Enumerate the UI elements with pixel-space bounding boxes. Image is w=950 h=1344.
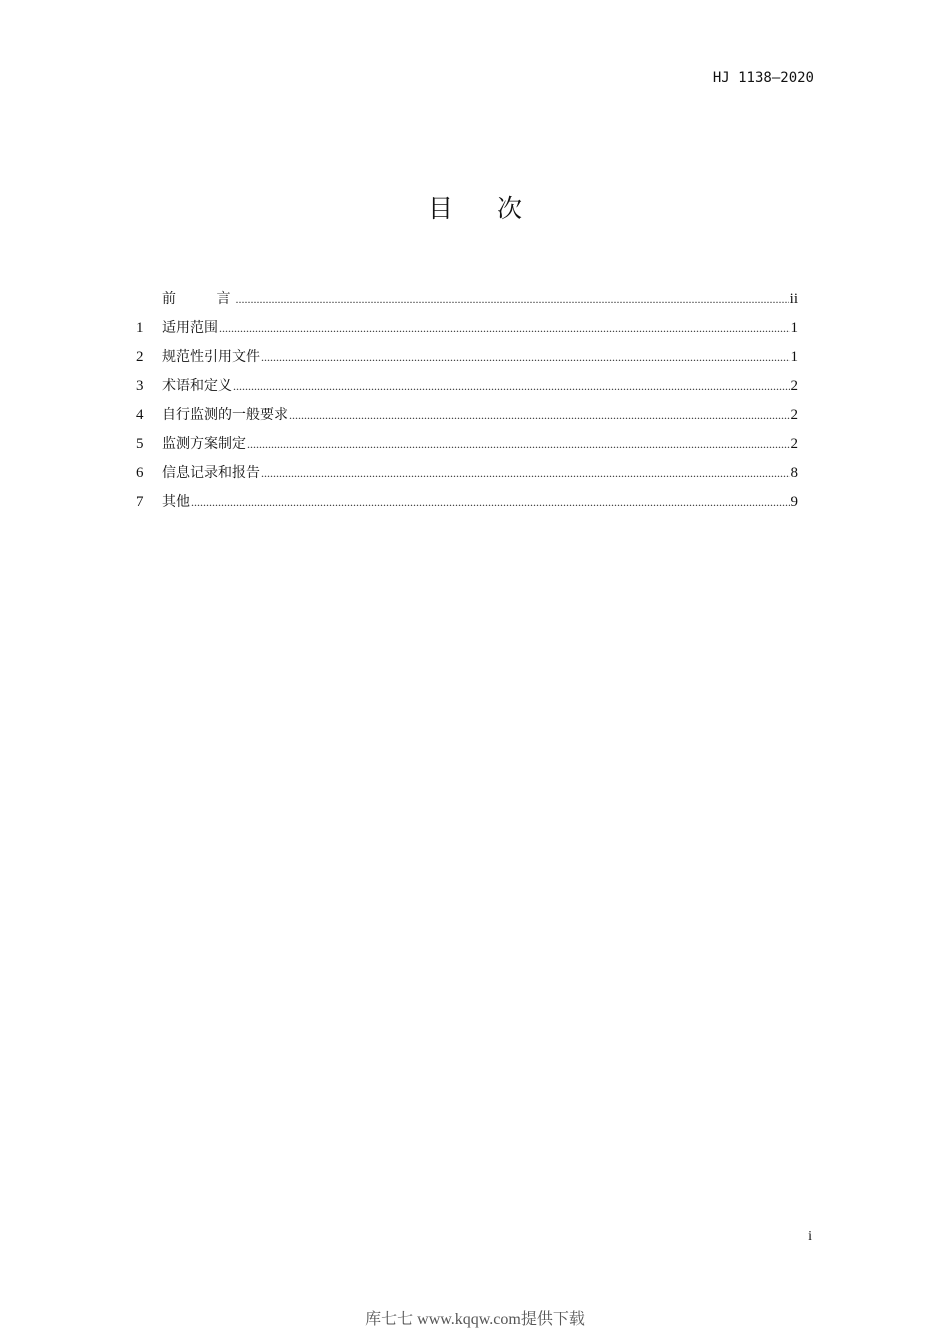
toc-dot-leader (289, 403, 790, 427)
toc-entry-page: 2 (790, 436, 798, 452)
toc-dot-leader (261, 461, 790, 485)
toc-entry-number: 2 (136, 349, 144, 365)
toc-dot-leader (235, 287, 788, 311)
toc-dot-leader (261, 345, 790, 369)
toc-entry-preface[interactable] (136, 287, 798, 316)
toc-entry-label: 规范性引用文件 (162, 349, 260, 365)
toc-entry-terms-definitions[interactable] (136, 374, 798, 403)
toc-entry-page: 2 (790, 407, 798, 423)
toc-entry-number: 1 (136, 320, 144, 336)
toc-entry-page: 9 (790, 494, 798, 510)
toc-entry-label: 自行监测的一般要求 (162, 407, 288, 423)
toc-dot-leader (247, 432, 790, 456)
toc-entry-number: 7 (136, 494, 144, 510)
toc-entry-page: 1 (790, 349, 798, 365)
toc-entry-others[interactable] (136, 490, 798, 519)
toc-entry-number: 3 (136, 378, 144, 394)
toc-entry-general-requirements[interactable] (136, 403, 798, 432)
toc-entry-number: 5 (136, 436, 144, 452)
toc-entry-label: 术语和定义 (162, 378, 232, 394)
toc-entry-page: 2 (790, 378, 798, 394)
toc-dot-leader (233, 374, 790, 398)
toc-entry-monitoring-plan[interactable] (136, 432, 798, 461)
toc-entry-normative-references[interactable] (136, 345, 798, 374)
toc-entry-label: 信息记录和报告 (162, 465, 260, 481)
toc-entry-label: 其他 (162, 494, 190, 510)
toc-entry-page: 1 (790, 320, 798, 336)
toc-entry-page: ii (789, 291, 798, 307)
toc-title: 目 次 (428, 194, 540, 223)
footer-watermark: 库七七 www.kqqw.com提供下载 (365, 1311, 585, 1328)
toc-entry-label: 监测方案制定 (162, 436, 246, 452)
toc-entry-label: 适用范围 (162, 320, 218, 336)
table-of-contents (136, 287, 798, 519)
toc-entry-label: 前 言 (162, 291, 249, 307)
toc-entry-number: 6 (136, 465, 144, 481)
toc-dot-leader (191, 490, 790, 514)
toc-entry-scope[interactable] (136, 316, 798, 345)
document-code: HJ 1138—2020 (712, 70, 814, 86)
toc-entry-records-reports[interactable] (136, 461, 798, 490)
page-number: i (808, 1229, 812, 1244)
toc-entry-number: 4 (136, 407, 144, 423)
toc-dot-leader (219, 316, 790, 340)
toc-entry-page: 8 (790, 465, 798, 481)
